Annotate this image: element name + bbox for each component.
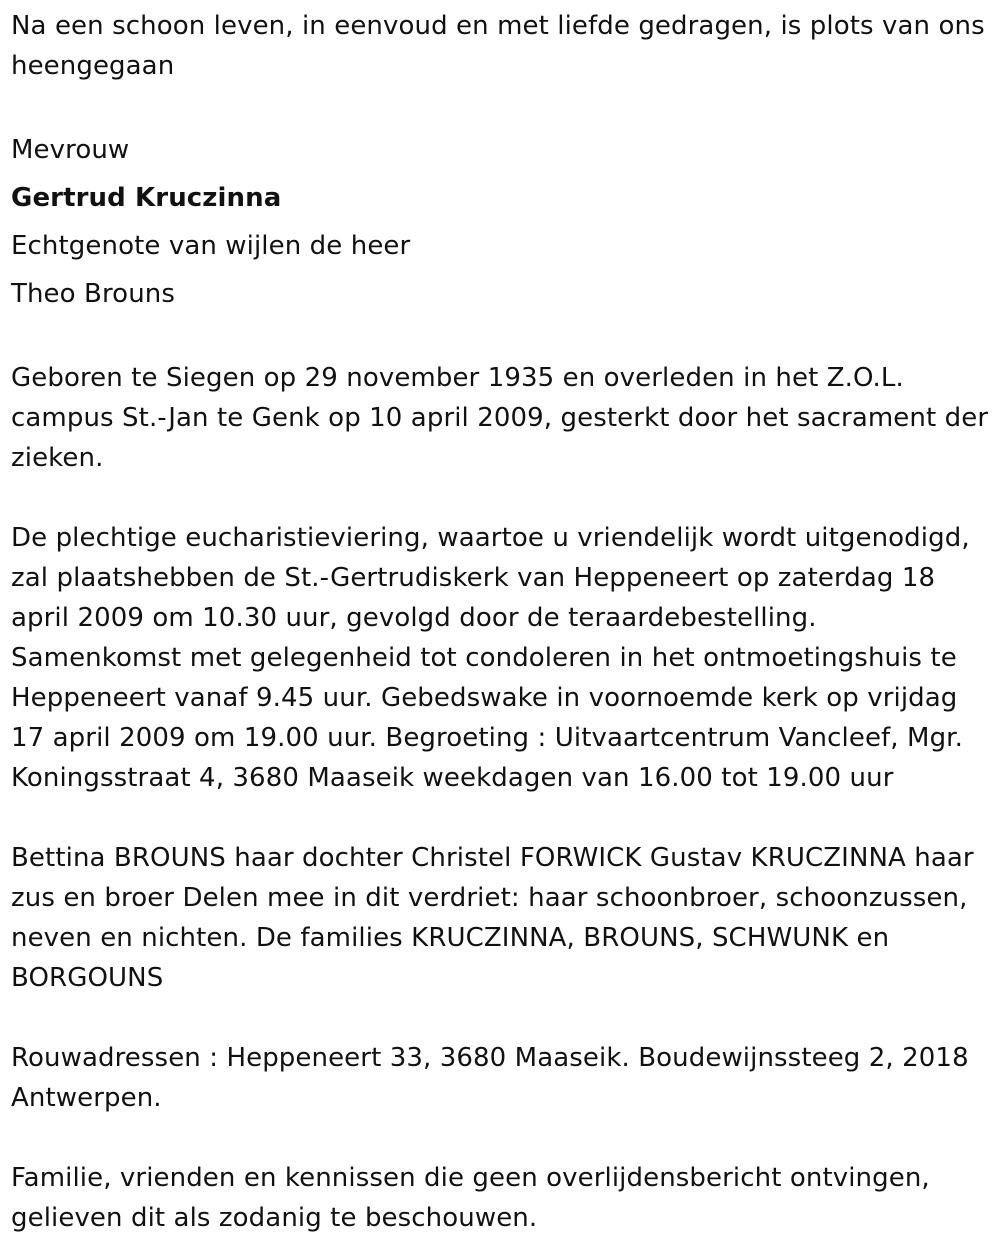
relation-text: Echtgenote van wijlen de heer — [11, 231, 411, 261]
spacer — [11, 318, 991, 358]
intro-text: Na een schoon leven, in eenvoud en met liefde gedragen, is plots van ons heengegaan — [11, 11, 985, 81]
deceased-block — [11, 126, 991, 318]
ceremony-text: De plechtige eucharistieviering, waartoe u vriendelijk wordt uitgenodigd, zal plaatshebben de St.-Gertrudiskerk van Heppeneert op zaterdag 18 april 2009 om 10.30 uur, gevolgd door de teraardebestelling. Samenkomst met gelegenheid tot condoleren in het ontmoetingshuis te Heppeneert vanaf 9.45 uur. Gebedswake in voornoemde kerk op vrijdag 17 april 2009 om 19.00 uur. Begroeting : Uitvaartcentrum Vancleef, Mgr. Koningsstraat 4, 3680 Maaseik weekdagen van 16.00 tot 19.00 uur — [11, 523, 970, 793]
spacer — [11, 998, 991, 1038]
addresses-text: Rouwadressen : Heppeneert 33, 3680 Maaseik. Boudewijnssteeg 2, 2018 Antwerpen. — [11, 1043, 969, 1113]
spacer — [11, 478, 991, 518]
spacer — [11, 1118, 991, 1158]
deceased-name: Gertrud Kruczinna — [11, 183, 282, 213]
spacer — [11, 86, 991, 126]
spouse-name: Theo Brouns — [11, 279, 175, 309]
closing-text: Familie, vrienden en kennissen die geen overlijdensbericht ontvingen, gelieven dit als zodanig te beschouwen. — [11, 1163, 930, 1233]
salutation: Mevrouw — [11, 135, 130, 165]
birth-death-text: Geboren te Siegen op 29 november 1935 en overleden in het Z.O.L. campus St.-Jan te Genk op 10 april 2009, gesterkt door het sacrament der zieken. — [11, 363, 989, 473]
family-text: Bettina BROUNS haar dochter Christel FORWICK Gustav KRUCZINNA haar zus en broer Delen mee in dit verdriet: haar schoonbroer, schoonzussen, neven en nichten. De families KRUCZINNA, BROUNS, SCHWUNK en BORGOUNS — [11, 843, 974, 993]
death-notice — [11, 6, 991, 1238]
spacer — [11, 798, 991, 838]
